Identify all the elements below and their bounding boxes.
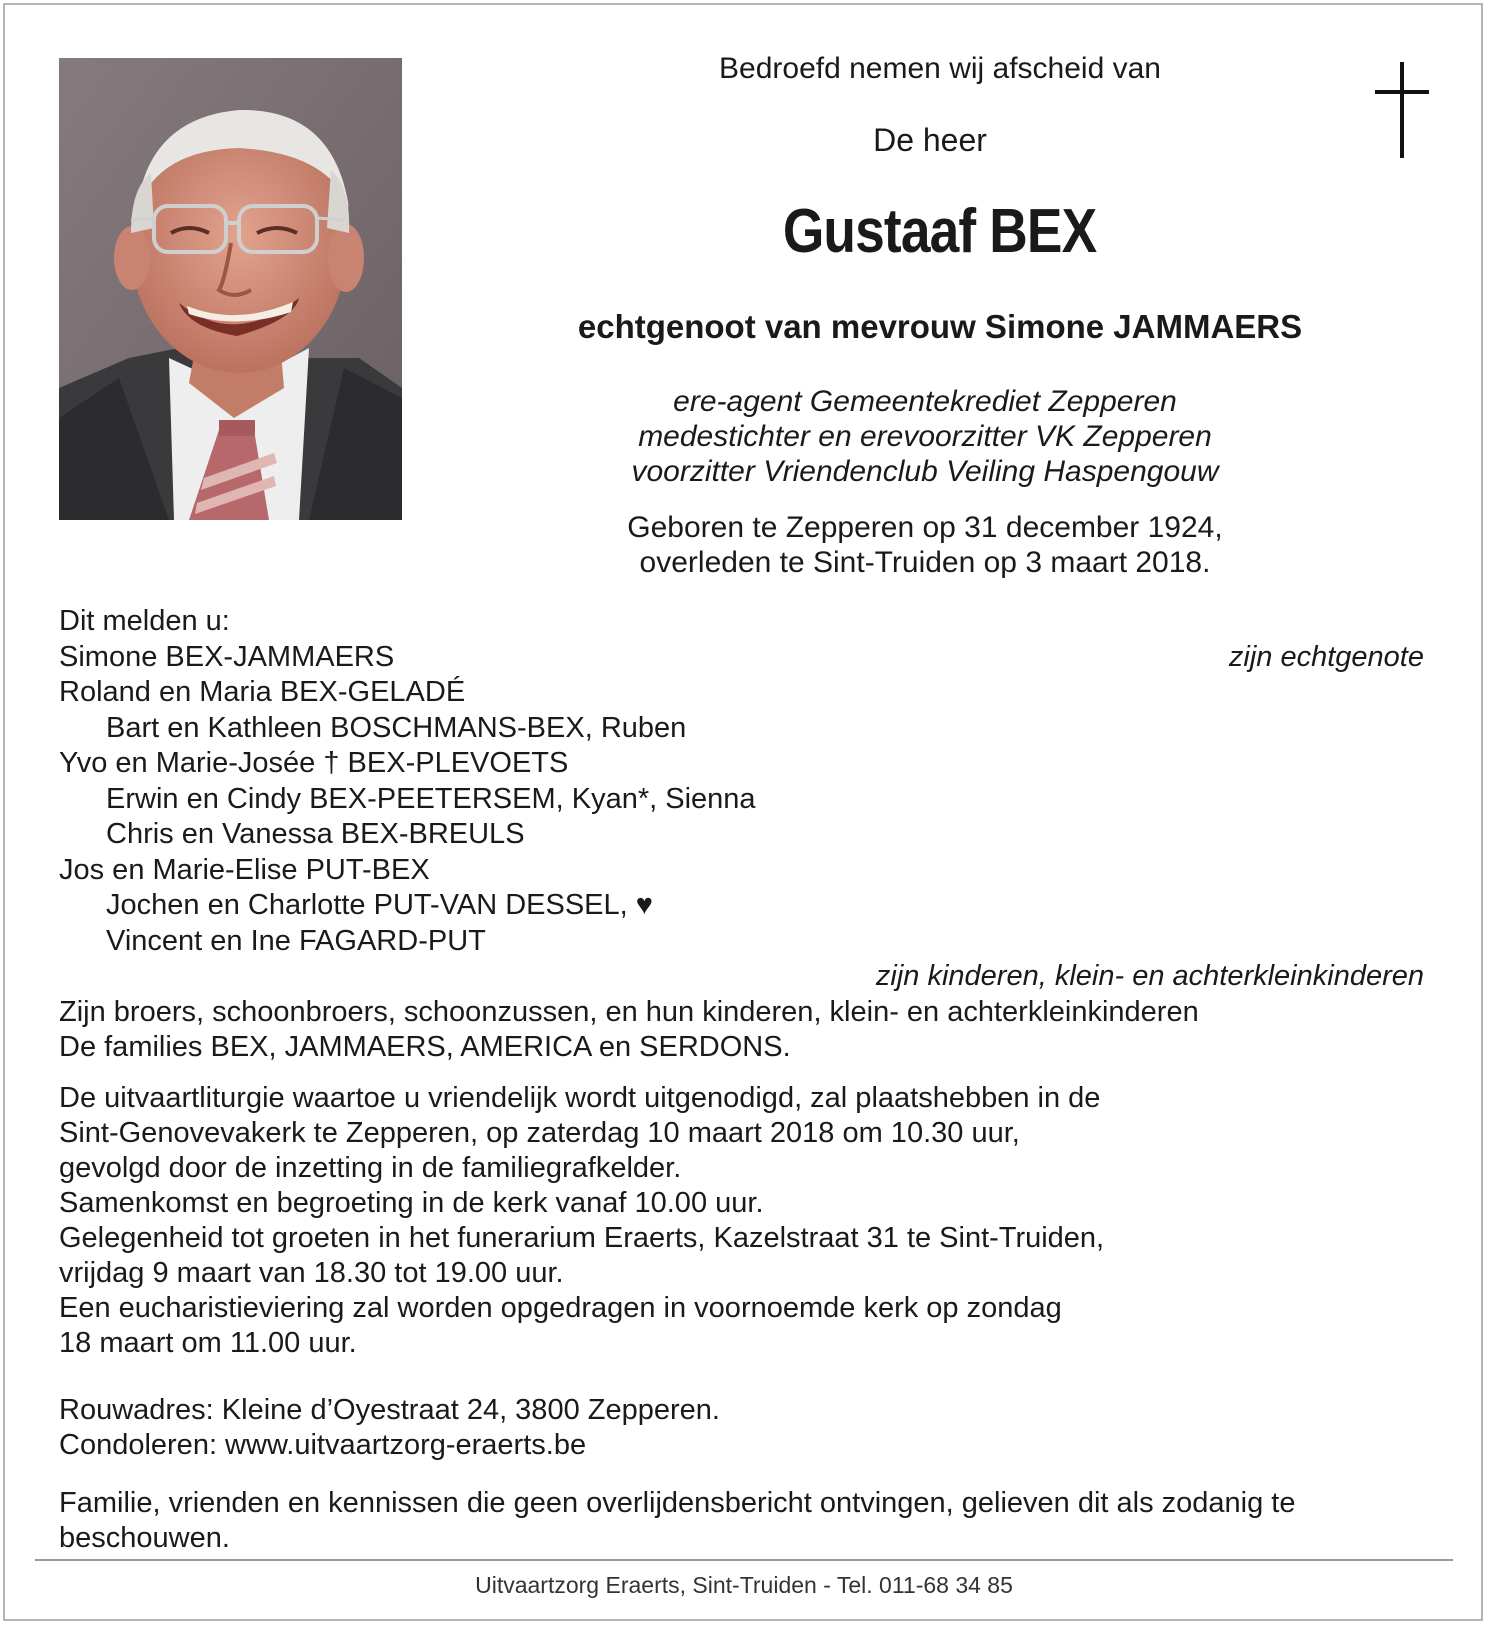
families-line: De families BEX, JAMMAERS, AMERICA en SERDONS. [59, 1031, 791, 1063]
spouse-line: echtgenoot van mevrouw Simone JAMMAERS [577, 308, 1303, 345]
funeral-info [59, 1081, 1419, 1361]
funeral-line: Een eucharistieviering zal worden opgedragen in voornoemde kerk op zondag [59, 1292, 1062, 1324]
spouse-row [59, 640, 1424, 676]
funeral-line: Samenkomst en begroeting in de kerk vanaf 10.00 uur. [59, 1187, 764, 1219]
mourning-address: Rouwadres: Kleine d’Oyestraat 24, 3800 Zepperen. [59, 1394, 720, 1426]
death-line: overleden te Sint-Truiden op 3 maart 2018. [639, 546, 1211, 579]
funeral-line: 18 maart om 11.00 uur. [59, 1327, 357, 1359]
footer-text: Uitvaartzorg Eraerts, Sint-Truiden - Tel. 011-68 34 85 [475, 1572, 1013, 1598]
siblings-line: Zijn broers, schoonbroers, schoonzussen, en hun kinderen, klein- en achterkleinkinderen [59, 995, 1199, 1028]
footer-divider [35, 1559, 1453, 1561]
condolence-website: Condoleren: www.uitvaartzorg-eraerts.be [59, 1429, 587, 1461]
closing-line: Familie, vrienden en kennissen die geen overlijdensbericht ontvingen, gelieven dit als zodanig te [59, 1487, 1296, 1519]
funeral-line: gevolgd door de inzetting in de familiegrafkelder. [59, 1152, 682, 1184]
birth-line: Geboren te Zepperen op 31 december 1924, [627, 511, 1223, 544]
funeral-line: Gelegenheid tot groeten in het funerarium Eraerts, Kazelstraat 31 te Sint-Truiden, [59, 1222, 1105, 1254]
children-role: zijn kinderen, klein- en achterkleinkinderen [875, 960, 1424, 992]
title-line: ere-agent Gemeentekrediet Zepperen [673, 385, 1177, 418]
cross-horizontal-bar [1375, 90, 1429, 94]
contact-info [59, 1393, 1419, 1463]
title-line: voorzitter Vriendenclub Veiling Haspengouw [631, 455, 1219, 488]
family-row-grandchild: Erwin en Cindy BEX-PEETERSEM, Kyan*, Sienna [106, 782, 756, 815]
family-row-grandchild: Bart en Kathleen BOSCHMANS-BEX, Ruben [106, 711, 687, 744]
family-row: Jos en Marie-Elise PUT-BEX [59, 853, 430, 886]
family-row: Roland en Maria BEX-GELADÉ [59, 676, 466, 708]
family-row-grandchild: Vincent en Ine FAGARD-PUT [106, 924, 486, 957]
closing-note [59, 1486, 1419, 1556]
family-row: Yvo en Marie-Josée † BEX-PLEVOETS [59, 747, 569, 779]
intro-line: Bedroefd nemen wij afscheid van [719, 52, 1161, 85]
spouse-name: Simone BEX-JAMMAERS [59, 640, 395, 673]
closing-line: beschouwen. [59, 1522, 230, 1554]
portrait-photo [59, 58, 402, 520]
funeral-line: De uitvaartliturgie waartoe u vriendelijk wordt uitgenodigd, zal plaatshebben in de [59, 1082, 1101, 1114]
honorific: De heer [873, 122, 987, 158]
funeral-line: Sint-Genovevakerk te Zepperen, op zaterdag 10 maart 2018 om 10.30 uur, [59, 1117, 1020, 1149]
family-row-grandchild: Jochen en Charlotte PUT-VAN DESSEL, ♥ [106, 889, 653, 921]
deceased-name: Gustaaf BEX [782, 197, 1097, 266]
title-line: medestichter en erevoorzitter VK Zepperen [638, 420, 1212, 453]
titles-block [425, 384, 1425, 489]
funeral-line: vrijdag 9 maart van 18.30 tot 19.00 uur. [59, 1257, 564, 1289]
family-list [59, 604, 1424, 1066]
family-header: Dit melden u: [59, 605, 230, 637]
portrait-illustration [59, 58, 402, 520]
spouse-role: zijn echtgenote [1228, 640, 1424, 673]
dates-block [425, 510, 1425, 580]
family-row-grandchild: Chris en Vanessa BEX-BREULS [106, 818, 525, 850]
